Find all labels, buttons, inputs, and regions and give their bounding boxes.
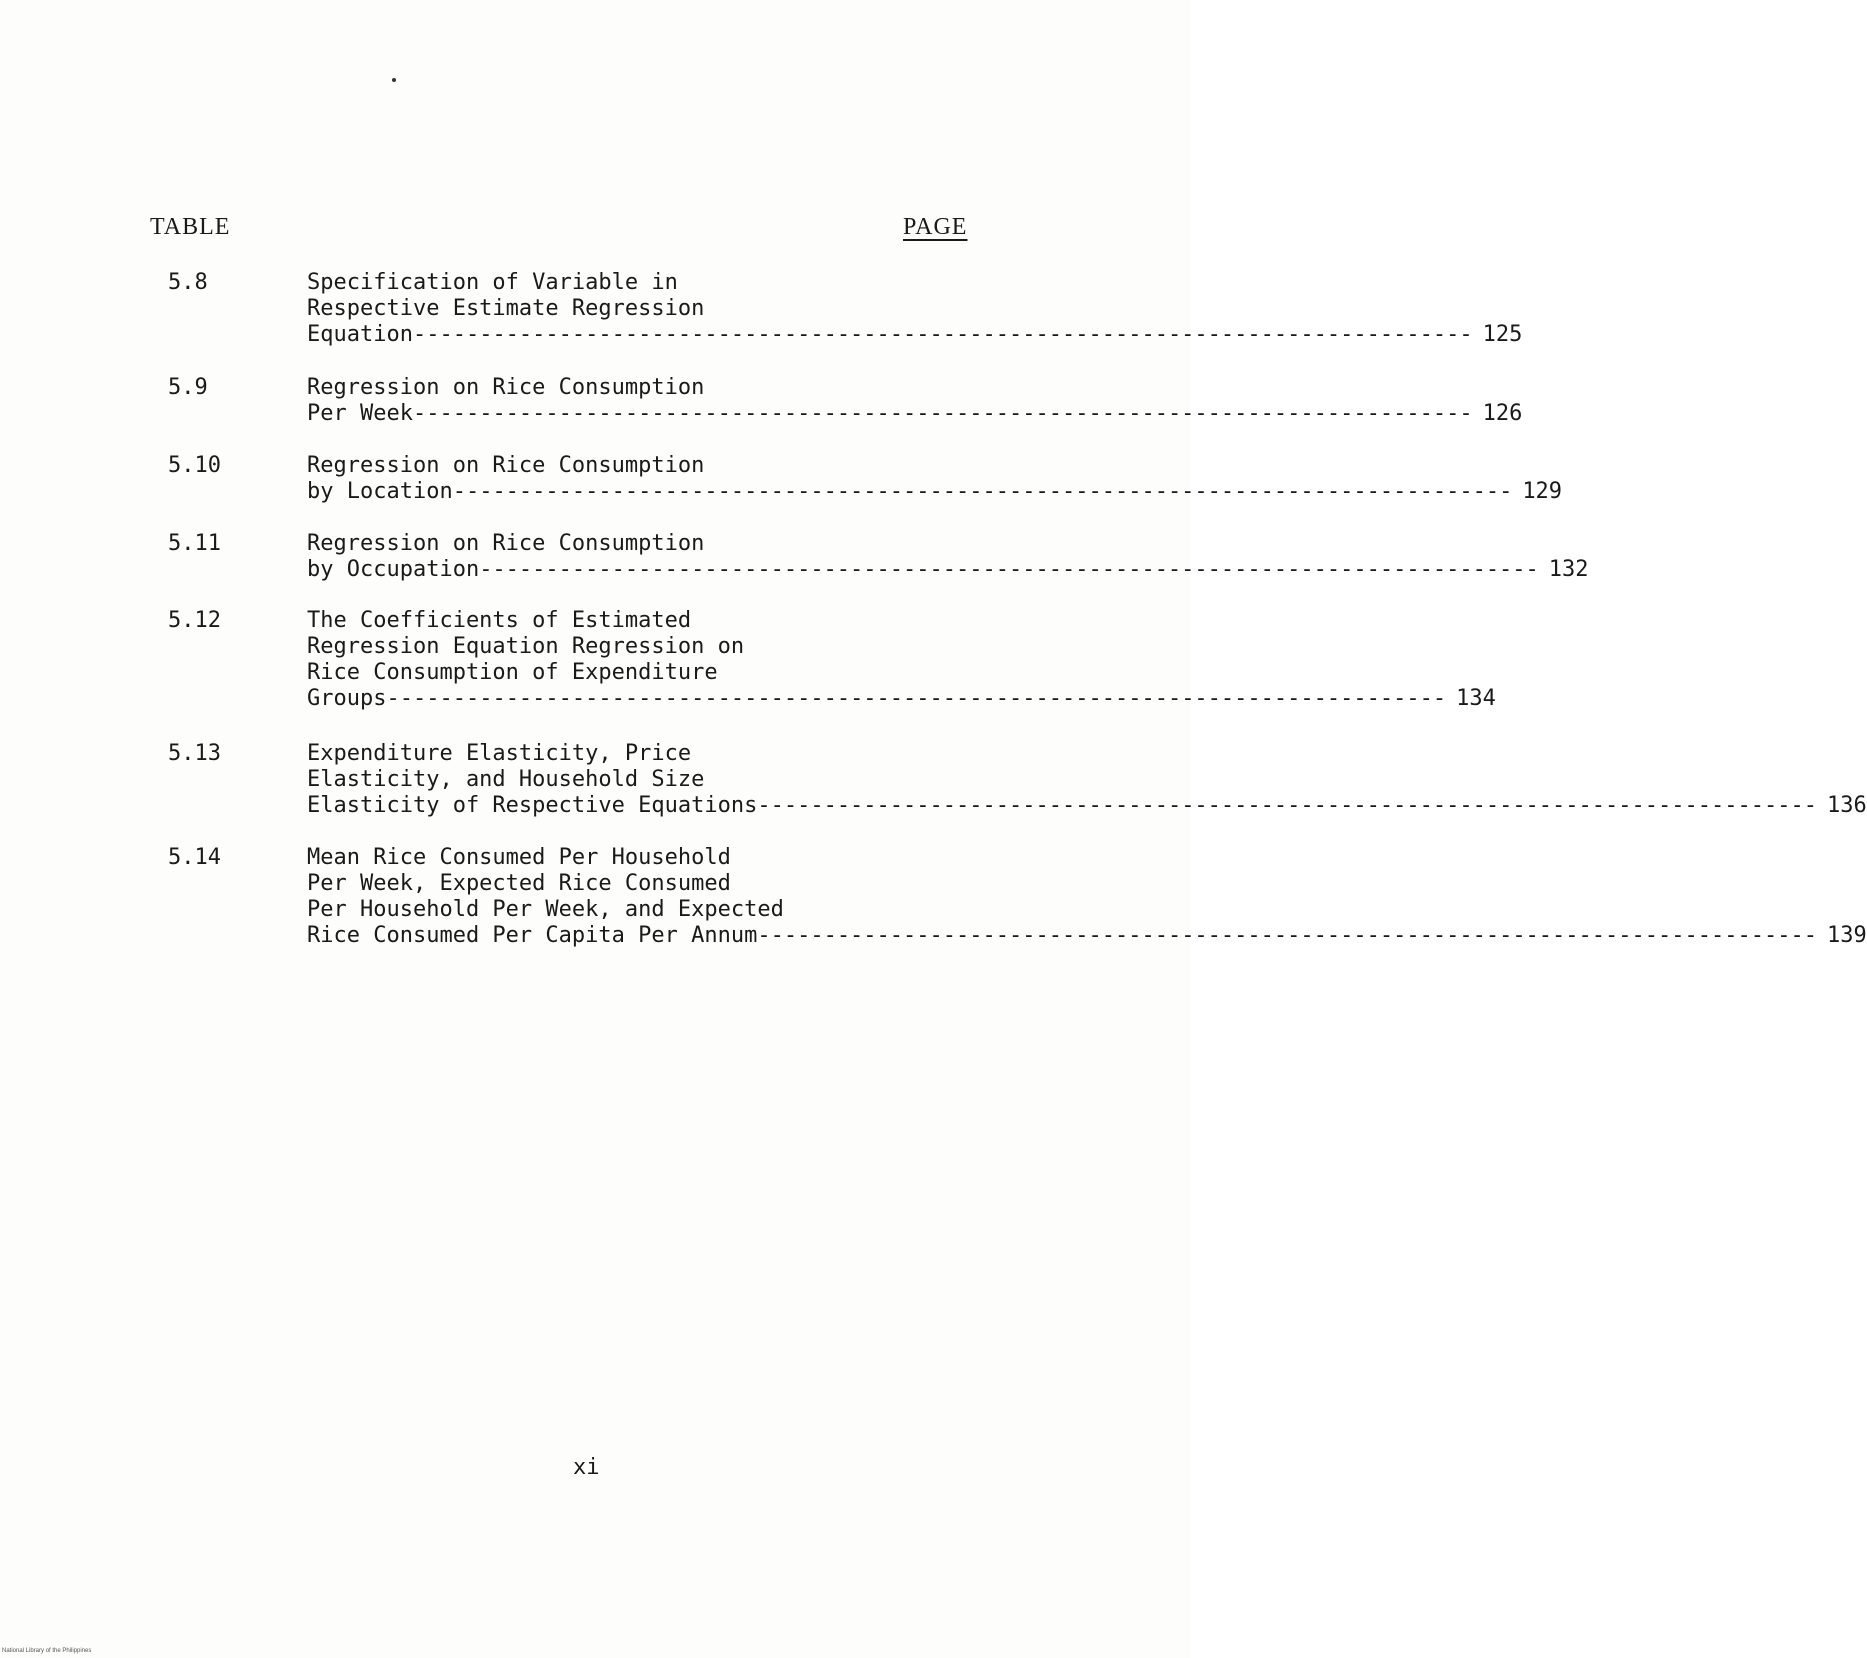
table-title-line: Regression on Rice Consumption: [307, 531, 705, 556]
table-page-number: 134: [1456, 686, 1496, 711]
dot-leader: --------------------------------------------------------------------------------: [412, 322, 1473, 347]
table-title-line: Rice Consumed Per Capita Per Annum: [307, 923, 758, 948]
table-number: 5.14: [168, 845, 221, 870]
dot-leader: --------------------------------------------------------------------------------: [479, 557, 1539, 582]
table-title-line: Regression on Rice Consumption: [307, 453, 705, 478]
table-number: 5.12: [168, 608, 221, 633]
library-footer: National Library of the Philippines: [2, 1648, 92, 1654]
table-title-line: by Occupation: [307, 557, 480, 582]
dot-leader: --------------------------------------------------------------------------------: [386, 686, 1447, 711]
table-title-line: Specification of Variable in: [307, 270, 678, 295]
table-title-line: Elasticity, and Household Size: [307, 767, 705, 792]
table-title: [307, 453, 1563, 505]
table-title-line: Elasticity of Respective Equations: [307, 793, 758, 818]
table-title: [307, 608, 1496, 712]
dot-leader: --------------------------------------------------------------------------------: [757, 923, 1817, 948]
table-title: [307, 270, 1523, 348]
table-title-last-line: [307, 557, 1589, 583]
table-title: [307, 531, 1589, 583]
dot-leader: --------------------------------------------------------------------------------: [412, 401, 1473, 426]
table-title-line: Expenditure Elasticity, Price: [307, 741, 692, 766]
table-number: 5.11: [168, 531, 221, 556]
table-page-number: 136: [1826, 793, 1867, 818]
ink-speck: [392, 78, 396, 82]
table-page-number: 126: [1482, 401, 1523, 426]
dot-leader: --------------------------------------------------------------------------------: [757, 793, 1817, 818]
table-title-last-line: [307, 401, 1523, 427]
table-title-line: Mean Rice Consumed Per Household: [307, 845, 731, 870]
table-number: 5.9: [168, 375, 208, 400]
dot-leader: --------------------------------------------------------------------------------: [452, 479, 1513, 504]
table-page-number: 125: [1482, 322, 1523, 347]
table-number: 5.8: [168, 270, 208, 295]
table-title-line: by Location: [307, 479, 453, 504]
table-title-line: Regression on Rice Consumption: [307, 375, 705, 400]
table-title-last-line: [307, 322, 1523, 348]
table-page-number: 129: [1522, 479, 1563, 504]
table-title-line: Rice Consumption of Expenditure: [307, 660, 718, 685]
page-column-header: PAGE: [903, 214, 968, 240]
table-title-line: The Coefficients of Estimated: [307, 608, 692, 633]
page-number: xi: [573, 1455, 600, 1480]
table-number: 5.13: [168, 741, 221, 766]
table-number: 5.10: [168, 453, 221, 478]
table-column-header: TABLE: [150, 214, 231, 240]
table-title-line: Per Household Per Week, and Expected: [307, 897, 784, 922]
table-title: [307, 375, 1523, 427]
table-title-last-line: [307, 923, 1867, 949]
table-title-line: Regression Equation Regression on: [307, 634, 745, 659]
table-title-line: Equation: [307, 322, 413, 347]
table-page-number: 139: [1826, 923, 1867, 948]
table-title-line: Per Week, Expected Rice Consumed: [307, 871, 731, 896]
table-page-number: 132: [1548, 557, 1589, 582]
table-title-line: Groups: [307, 686, 387, 711]
table-title-last-line: [307, 479, 1563, 505]
table-title: [307, 741, 1867, 819]
table-title-line: Per Week: [307, 401, 413, 426]
table-title-last-line: [307, 793, 1867, 819]
table-title-line: Respective Estimate Regression: [307, 296, 705, 321]
table-title-last-line: [307, 686, 1496, 712]
table-title: [307, 845, 1867, 949]
